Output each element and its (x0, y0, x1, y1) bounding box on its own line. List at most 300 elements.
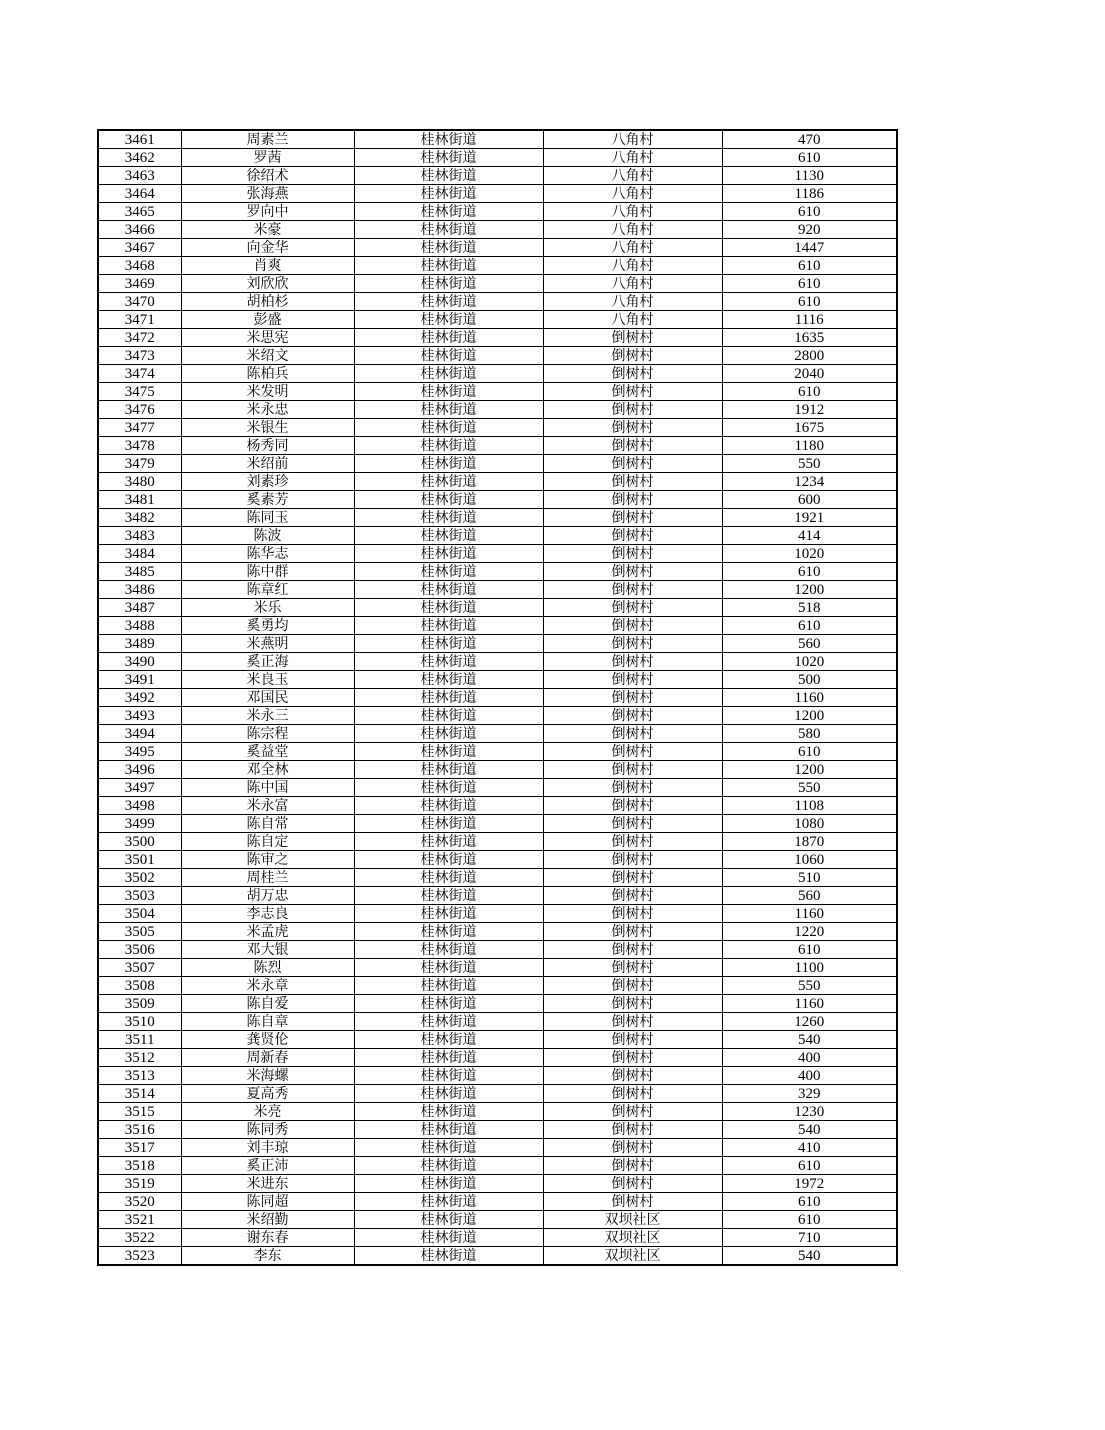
table-row (98, 743, 897, 761)
cell-name: 陈自爱 (181, 995, 354, 1013)
cell-village: 倒树村 (543, 509, 722, 527)
table-row (98, 707, 897, 725)
cell-amount: 400 (722, 1049, 897, 1067)
cell-village: 倒树村 (543, 347, 722, 365)
cell-name: 米银生 (181, 419, 354, 437)
cell-amount: 2800 (722, 347, 897, 365)
cell-amount: 610 (722, 941, 897, 959)
cell-serial-number: 3508 (98, 977, 181, 995)
cell-serial-number: 3477 (98, 419, 181, 437)
cell-name: 米绍文 (181, 347, 354, 365)
cell-street: 桂林街道 (354, 761, 543, 779)
cell-amount: 1020 (722, 545, 897, 563)
cell-amount: 1200 (722, 707, 897, 725)
cell-street: 桂林街道 (354, 815, 543, 833)
cell-amount: 1180 (722, 437, 897, 455)
cell-amount: 1160 (722, 689, 897, 707)
cell-name: 奚正海 (181, 653, 354, 671)
cell-serial-number: 3506 (98, 941, 181, 959)
cell-name: 米豪 (181, 221, 354, 239)
table-row (98, 293, 897, 311)
cell-street: 桂林街道 (354, 1067, 543, 1085)
cell-street: 桂林街道 (354, 653, 543, 671)
cell-serial-number: 3492 (98, 689, 181, 707)
cell-street: 桂林街道 (354, 167, 543, 185)
cell-serial-number: 3487 (98, 599, 181, 617)
cell-name: 陈同超 (181, 1193, 354, 1211)
cell-amount: 1160 (722, 995, 897, 1013)
cell-name: 李东 (181, 1247, 354, 1266)
cell-name: 肖爽 (181, 257, 354, 275)
cell-serial-number: 3488 (98, 617, 181, 635)
cell-amount: 1912 (722, 401, 897, 419)
cell-village: 倒树村 (543, 923, 722, 941)
cell-serial-number: 3483 (98, 527, 181, 545)
cell-name: 陈中群 (181, 563, 354, 581)
cell-amount: 500 (722, 671, 897, 689)
cell-amount: 920 (722, 221, 897, 239)
cell-serial-number: 3498 (98, 797, 181, 815)
cell-serial-number: 3481 (98, 491, 181, 509)
cell-village: 倒树村 (543, 401, 722, 419)
cell-street: 桂林街道 (354, 437, 543, 455)
cell-serial-number: 3509 (98, 995, 181, 1013)
cell-serial-number: 3480 (98, 473, 181, 491)
cell-serial-number: 3493 (98, 707, 181, 725)
cell-serial-number: 3507 (98, 959, 181, 977)
table-row (98, 527, 897, 545)
cell-street: 桂林街道 (354, 383, 543, 401)
cell-village: 倒树村 (543, 1139, 722, 1157)
cell-amount: 580 (722, 725, 897, 743)
cell-village: 倒树村 (543, 1049, 722, 1067)
cell-name: 张海燕 (181, 185, 354, 203)
cell-village: 倒树村 (543, 1175, 722, 1193)
cell-village: 倒树村 (543, 491, 722, 509)
cell-serial-number: 3523 (98, 1247, 181, 1266)
cell-name: 徐绍术 (181, 167, 354, 185)
cell-village: 倒树村 (543, 383, 722, 401)
cell-village: 八角村 (543, 293, 722, 311)
table-row (98, 797, 897, 815)
cell-street: 桂林街道 (354, 293, 543, 311)
cell-serial-number: 3491 (98, 671, 181, 689)
cell-village: 倒树村 (543, 977, 722, 995)
cell-village: 倒树村 (543, 887, 722, 905)
table-row (98, 563, 897, 581)
cell-name: 米绍勤 (181, 1211, 354, 1229)
cell-amount: 610 (722, 257, 897, 275)
table-row (98, 833, 897, 851)
table-row (98, 455, 897, 473)
cell-name: 陈同玉 (181, 509, 354, 527)
cell-amount: 540 (722, 1121, 897, 1139)
cell-amount: 1108 (722, 797, 897, 815)
cell-name: 夏高秀 (181, 1085, 354, 1103)
cell-village: 倒树村 (543, 1193, 722, 1211)
cell-amount: 518 (722, 599, 897, 617)
cell-street: 桂林街道 (354, 1229, 543, 1247)
cell-street: 桂林街道 (354, 725, 543, 743)
cell-village: 倒树村 (543, 1031, 722, 1049)
cell-street: 桂林街道 (354, 545, 543, 563)
cell-amount: 1100 (722, 959, 897, 977)
cell-street: 桂林街道 (354, 1103, 543, 1121)
cell-street: 桂林街道 (354, 365, 543, 383)
cell-amount: 560 (722, 635, 897, 653)
cell-village: 八角村 (543, 239, 722, 257)
table-row (98, 365, 897, 383)
cell-street: 桂林街道 (354, 563, 543, 581)
cell-street: 桂林街道 (354, 347, 543, 365)
cell-street: 桂林街道 (354, 1049, 543, 1067)
table-row (98, 1049, 897, 1067)
cell-name: 米思宪 (181, 329, 354, 347)
cell-amount: 550 (722, 455, 897, 473)
cell-name: 周新春 (181, 1049, 354, 1067)
cell-name: 邓全林 (181, 761, 354, 779)
table-row (98, 257, 897, 275)
table-row (98, 1031, 897, 1049)
cell-name: 奚正沛 (181, 1157, 354, 1175)
cell-amount: 1234 (722, 473, 897, 491)
cell-serial-number: 3463 (98, 167, 181, 185)
cell-village: 倒树村 (543, 1121, 722, 1139)
cell-serial-number: 3513 (98, 1067, 181, 1085)
cell-street: 桂林街道 (354, 239, 543, 257)
cell-serial-number: 3466 (98, 221, 181, 239)
cell-serial-number: 3479 (98, 455, 181, 473)
cell-street: 桂林街道 (354, 1031, 543, 1049)
cell-village: 倒树村 (543, 779, 722, 797)
cell-serial-number: 3484 (98, 545, 181, 563)
cell-serial-number: 3517 (98, 1139, 181, 1157)
table-row (98, 1067, 897, 1085)
cell-name: 奚素芳 (181, 491, 354, 509)
cell-name: 邓大银 (181, 941, 354, 959)
cell-street: 桂林街道 (354, 275, 543, 293)
cell-name: 周桂兰 (181, 869, 354, 887)
cell-street: 桂林街道 (354, 473, 543, 491)
cell-name: 陈华志 (181, 545, 354, 563)
table-row (98, 689, 897, 707)
table-row (98, 149, 897, 167)
cell-serial-number: 3475 (98, 383, 181, 401)
cell-name: 杨秀同 (181, 437, 354, 455)
cell-name: 胡柏杉 (181, 293, 354, 311)
cell-name: 陈自定 (181, 833, 354, 851)
table-row (98, 221, 897, 239)
cell-village: 倒树村 (543, 527, 722, 545)
table-row (98, 239, 897, 257)
cell-street: 桂林街道 (354, 959, 543, 977)
cell-village: 倒树村 (543, 689, 722, 707)
cell-street: 桂林街道 (354, 689, 543, 707)
cell-name: 罗茜 (181, 149, 354, 167)
data-table (97, 129, 898, 1266)
cell-street: 桂林街道 (354, 1175, 543, 1193)
cell-amount: 1921 (722, 509, 897, 527)
table-row (98, 347, 897, 365)
cell-amount: 329 (722, 1085, 897, 1103)
cell-village: 八角村 (543, 203, 722, 221)
table-row (98, 311, 897, 329)
cell-serial-number: 3469 (98, 275, 181, 293)
cell-serial-number: 3467 (98, 239, 181, 257)
cell-village: 倒树村 (543, 851, 722, 869)
cell-street: 桂林街道 (354, 1085, 543, 1103)
cell-name: 米良玉 (181, 671, 354, 689)
cell-street: 桂林街道 (354, 743, 543, 761)
table-row (98, 761, 897, 779)
table-row (98, 275, 897, 293)
table-row (98, 815, 897, 833)
cell-serial-number: 3465 (98, 203, 181, 221)
table-row (98, 329, 897, 347)
cell-street: 桂林街道 (354, 923, 543, 941)
table-row (98, 1175, 897, 1193)
cell-name: 米发明 (181, 383, 354, 401)
cell-street: 桂林街道 (354, 617, 543, 635)
cell-amount: 560 (722, 887, 897, 905)
cell-name: 米亮 (181, 1103, 354, 1121)
cell-street: 桂林街道 (354, 1211, 543, 1229)
cell-street: 桂林街道 (354, 779, 543, 797)
cell-street: 桂林街道 (354, 455, 543, 473)
cell-name: 陈波 (181, 527, 354, 545)
table-body (98, 130, 897, 1265)
table-row (98, 851, 897, 869)
cell-village: 倒树村 (543, 797, 722, 815)
cell-serial-number: 3511 (98, 1031, 181, 1049)
cell-serial-number: 3522 (98, 1229, 181, 1247)
cell-street: 桂林街道 (354, 833, 543, 851)
cell-name: 陈柏兵 (181, 365, 354, 383)
cell-village: 倒树村 (543, 437, 722, 455)
cell-village: 倒树村 (543, 941, 722, 959)
table-row (98, 491, 897, 509)
cell-amount: 610 (722, 203, 897, 221)
cell-name: 米乐 (181, 599, 354, 617)
table-row (98, 203, 897, 221)
cell-amount: 1200 (722, 581, 897, 599)
cell-amount: 400 (722, 1067, 897, 1085)
cell-street: 桂林街道 (354, 581, 543, 599)
cell-amount: 610 (722, 293, 897, 311)
cell-village: 八角村 (543, 257, 722, 275)
cell-village: 倒树村 (543, 995, 722, 1013)
cell-serial-number: 3495 (98, 743, 181, 761)
cell-street: 桂林街道 (354, 1013, 543, 1031)
cell-street: 桂林街道 (354, 707, 543, 725)
cell-name: 陈烈 (181, 959, 354, 977)
cell-street: 桂林街道 (354, 851, 543, 869)
table-row (98, 1229, 897, 1247)
cell-name: 龚贤伦 (181, 1031, 354, 1049)
cell-street: 桂林街道 (354, 491, 543, 509)
cell-name: 谢东春 (181, 1229, 354, 1247)
cell-village: 倒树村 (543, 329, 722, 347)
cell-serial-number: 3519 (98, 1175, 181, 1193)
cell-amount: 1080 (722, 815, 897, 833)
cell-serial-number: 3514 (98, 1085, 181, 1103)
cell-amount: 1972 (722, 1175, 897, 1193)
cell-street: 桂林街道 (354, 887, 543, 905)
cell-name: 陈审之 (181, 851, 354, 869)
cell-street: 桂林街道 (354, 1139, 543, 1157)
cell-amount: 1020 (722, 653, 897, 671)
cell-street: 桂林街道 (354, 635, 543, 653)
cell-village: 双坝社区 (543, 1229, 722, 1247)
cell-serial-number: 3515 (98, 1103, 181, 1121)
cell-serial-number: 3521 (98, 1211, 181, 1229)
cell-name: 米进东 (181, 1175, 354, 1193)
cell-village: 倒树村 (543, 959, 722, 977)
cell-name: 刘丰琼 (181, 1139, 354, 1157)
cell-serial-number: 3501 (98, 851, 181, 869)
table-row (98, 671, 897, 689)
cell-serial-number: 3486 (98, 581, 181, 599)
cell-name: 米永三 (181, 707, 354, 725)
cell-street: 桂林街道 (354, 905, 543, 923)
cell-street: 桂林街道 (354, 977, 543, 995)
cell-serial-number: 3473 (98, 347, 181, 365)
cell-amount: 610 (722, 275, 897, 293)
cell-street: 桂林街道 (354, 509, 543, 527)
table-row (98, 977, 897, 995)
table-row (98, 167, 897, 185)
table-row (98, 1247, 897, 1266)
cell-street: 桂林街道 (354, 671, 543, 689)
cell-name: 刘素珍 (181, 473, 354, 491)
cell-serial-number: 3474 (98, 365, 181, 383)
cell-serial-number: 3468 (98, 257, 181, 275)
cell-village: 倒树村 (543, 761, 722, 779)
table-row (98, 1085, 897, 1103)
cell-name: 陈自章 (181, 1013, 354, 1031)
table-row (98, 419, 897, 437)
cell-village: 倒树村 (543, 707, 722, 725)
cell-village: 八角村 (543, 275, 722, 293)
cell-serial-number: 3510 (98, 1013, 181, 1031)
cell-amount: 600 (722, 491, 897, 509)
cell-village: 倒树村 (543, 1157, 722, 1175)
cell-serial-number: 3485 (98, 563, 181, 581)
cell-amount: 610 (722, 743, 897, 761)
cell-street: 桂林街道 (354, 941, 543, 959)
cell-street: 桂林街道 (354, 130, 543, 149)
table-row (98, 653, 897, 671)
cell-amount: 710 (722, 1229, 897, 1247)
cell-street: 桂林街道 (354, 1157, 543, 1175)
table-row (98, 437, 897, 455)
table-row (98, 1211, 897, 1229)
cell-amount: 540 (722, 1031, 897, 1049)
cell-amount: 1116 (722, 311, 897, 329)
table-row (98, 1157, 897, 1175)
cell-name: 米永富 (181, 797, 354, 815)
cell-amount: 470 (722, 130, 897, 149)
cell-name: 刘欣欣 (181, 275, 354, 293)
cell-street: 桂林街道 (354, 257, 543, 275)
cell-village: 八角村 (543, 221, 722, 239)
cell-village: 倒树村 (543, 365, 722, 383)
cell-street: 桂林街道 (354, 311, 543, 329)
cell-amount: 550 (722, 977, 897, 995)
table-row (98, 617, 897, 635)
cell-street: 桂林街道 (354, 419, 543, 437)
cell-amount: 610 (722, 1211, 897, 1229)
cell-serial-number: 3482 (98, 509, 181, 527)
cell-amount: 1220 (722, 923, 897, 941)
cell-street: 桂林街道 (354, 185, 543, 203)
cell-village: 倒树村 (543, 545, 722, 563)
cell-village: 八角村 (543, 311, 722, 329)
cell-amount: 610 (722, 1157, 897, 1175)
cell-name: 周素兰 (181, 130, 354, 149)
cell-name: 米永忠 (181, 401, 354, 419)
table-row (98, 1103, 897, 1121)
cell-serial-number: 3462 (98, 149, 181, 167)
cell-name: 奚勇均 (181, 617, 354, 635)
cell-amount: 610 (722, 563, 897, 581)
cell-village: 倒树村 (543, 635, 722, 653)
table-row (98, 1013, 897, 1031)
cell-name: 彭盛 (181, 311, 354, 329)
cell-name: 米永章 (181, 977, 354, 995)
cell-name: 米燕明 (181, 635, 354, 653)
table-row (98, 401, 897, 419)
cell-name: 向金华 (181, 239, 354, 257)
cell-name: 米孟虎 (181, 923, 354, 941)
table-row (98, 185, 897, 203)
cell-amount: 550 (722, 779, 897, 797)
cell-amount: 610 (722, 149, 897, 167)
cell-village: 倒树村 (543, 599, 722, 617)
cell-village: 双坝社区 (543, 1247, 722, 1266)
cell-street: 桂林街道 (354, 1247, 543, 1266)
table-row (98, 599, 897, 617)
cell-village: 倒树村 (543, 1067, 722, 1085)
table-row (98, 383, 897, 401)
cell-village: 倒树村 (543, 455, 722, 473)
cell-village: 倒树村 (543, 563, 722, 581)
cell-amount: 1160 (722, 905, 897, 923)
cell-amount: 510 (722, 869, 897, 887)
cell-street: 桂林街道 (354, 797, 543, 815)
cell-serial-number: 3512 (98, 1049, 181, 1067)
cell-amount: 1200 (722, 761, 897, 779)
cell-village: 倒树村 (543, 581, 722, 599)
cell-serial-number: 3499 (98, 815, 181, 833)
cell-name: 奚益堂 (181, 743, 354, 761)
cell-name: 邓国民 (181, 689, 354, 707)
cell-village: 倒树村 (543, 1085, 722, 1103)
cell-street: 桂林街道 (354, 527, 543, 545)
cell-village: 八角村 (543, 149, 722, 167)
cell-name: 胡万忠 (181, 887, 354, 905)
cell-amount: 610 (722, 383, 897, 401)
cell-name: 米海螺 (181, 1067, 354, 1085)
cell-name: 陈同秀 (181, 1121, 354, 1139)
cell-village: 八角村 (543, 185, 722, 203)
cell-street: 桂林街道 (354, 149, 543, 167)
cell-serial-number: 3472 (98, 329, 181, 347)
table-row (98, 725, 897, 743)
cell-village: 八角村 (543, 130, 722, 149)
cell-amount: 610 (722, 1193, 897, 1211)
table-row (98, 905, 897, 923)
